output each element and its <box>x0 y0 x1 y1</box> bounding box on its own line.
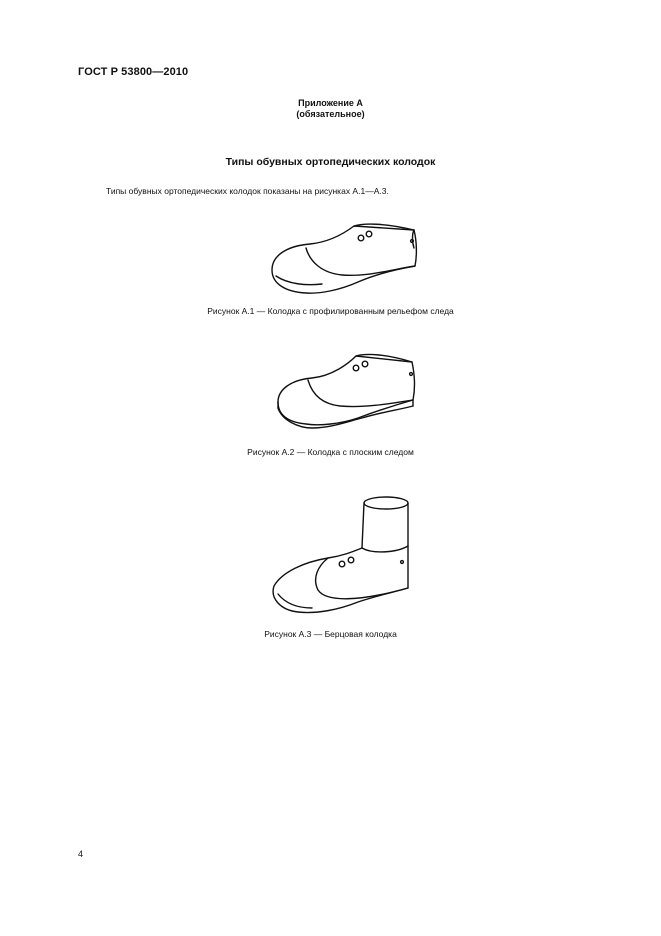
intro-paragraph: Типы обувных ортопедических колодок показаны на рисунках А.1—А.3. <box>106 186 389 196</box>
shoe-last-high-shaft-icon <box>268 490 418 620</box>
shoe-last-profiled-sole-icon <box>266 220 426 296</box>
section-title: Типы обувных ортопедических колодок <box>225 156 436 168</box>
annex-title <box>0 98 661 120</box>
annex-heading: Приложение А <box>298 98 363 108</box>
figure-a1-caption: Рисунок А.1 — Колодка с профилированным рельефом следа <box>207 306 454 316</box>
page-number: 4 <box>78 849 84 859</box>
document-header: ГОСТ Р 53800—2010 <box>78 66 189 78</box>
shoe-last-flat-sole-icon <box>272 350 422 430</box>
annex-status: (обязательное) <box>296 109 365 119</box>
figure-a3-caption: Рисунок А.3 — Берцовая колодка <box>264 629 397 639</box>
figure-a2-caption: Рисунок А.2 — Колодка с плоским следом <box>247 447 414 457</box>
